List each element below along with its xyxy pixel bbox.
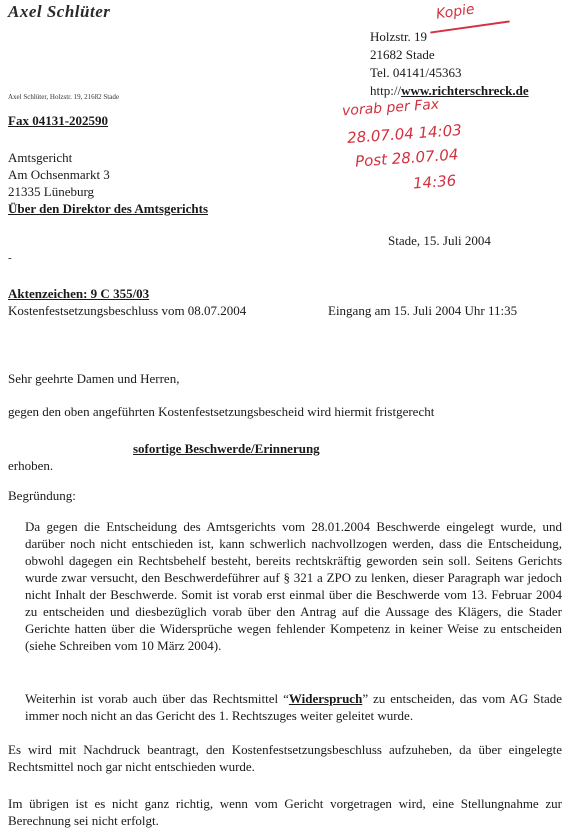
handwritten-note-post: Post 28.07.04 — [354, 145, 459, 171]
paragraph-2 — [25, 690, 562, 724]
return-address: Axel Schlüter, Holzstr. 19, 21682 Stade — [8, 93, 119, 101]
begruendung-heading: Begründung: — [8, 488, 76, 503]
recipient-line-2: Am Ochsenmarkt 3 — [8, 167, 110, 182]
sender-street: Holzstr. 19 — [370, 29, 428, 44]
letter-date: Stade, 15. Juli 2004 — [388, 233, 491, 248]
recipient-line-4: Über den Direktor des Amtsgerichts — [8, 201, 209, 216]
handwritten-note-vorab: vorab per Fax — [341, 96, 440, 120]
handwritten-kopie: Kopie — [435, 1, 476, 23]
dash-mark: - — [8, 252, 12, 264]
paragraph-2-after: ” zu entscheiden, das vom AG Stade immer noch nicht an das Gericht des 1. Rechtszuges weiter geleitet wurde. — [25, 691, 563, 723]
paragraph-2-before: Weiterhin ist vorab auch über das Rechtsmittel “ — [25, 691, 289, 706]
handwritten-note-fax-time: 28.07.04 14:03 — [346, 121, 463, 147]
sender-website[interactable] — [370, 82, 529, 100]
paragraph-1: Da gegen die Entscheidung des Amtsgerichts vom 28.01.2004 Beschwerde eingelegt wurde, und darüber noch nicht entschieden ist, kann schwerlich nachvollzogen werden, dass die Entscheidung, obwohl dagegen ein Rechtsbehelf besteht, bereits rechtskräftig geworden sein soll. Seitens Gerichts wurde zwar versucht, den Beschwerdeführer auf § 321 a ZPO zu lenken, dieser Paragraph war jedoch nicht Inhalt der Beschwerde. Somit ist vorab erst einmal über die Beschwerde vom 13. Februar 2004 zu entscheiden und diesbezüglich vorab über den Antrag auf die Aussage des Klägers, die Stader Gerichte hatten über die Widersprüche wegen fehlender Kompetenz in keiner Weise zu entscheiden (siehe Schreiben vom 10 März 2004). — [25, 519, 562, 653]
fax-number: Fax 04131-202590 — [8, 113, 109, 128]
sender-phone: Tel. 04141/45363 — [370, 65, 462, 80]
sender-name: Axel Schlüter — [8, 2, 111, 21]
sender-address-block — [370, 28, 529, 100]
paragraph-4: Im übrigen ist es nicht ganz richtig, wenn vom Gericht vorgetragen wird, eine Stellungnahme zur Berechnung sei nicht erfolgt. — [8, 796, 562, 828]
recipient-line-3: 21335 Lüneburg — [8, 184, 95, 199]
aktenzeichen: Aktenzeichen: 9 C 355/03 — [8, 286, 150, 301]
beschwerde-heading: sofortige Beschwerde/Erinnerung — [133, 441, 320, 456]
paragraph-3: Es wird mit Nachdruck beantragt, den Kostenfestsetzungsbeschluss aufzuheben, da über eingelegte Rechtsmittel noch gar nicht entschieden wurde. — [8, 742, 562, 774]
sender-url-prefix: http:// — [370, 83, 402, 98]
subject-line: Kostenfestsetzungsbeschluss vom 08.07.2004 — [8, 303, 247, 318]
sender-city: 21682 Stade — [370, 47, 435, 62]
recipient-line-1: Amtsgericht — [8, 150, 73, 165]
intro-sentence: gegen den oben angeführten Kostenfestsetzungsbescheid wird hiermit fristgerecht — [8, 404, 435, 419]
salutation: Sehr geehrte Damen und Herren, — [8, 371, 180, 386]
received-stamp: Eingang am 15. Juli 2004 Uhr 11:35 — [328, 303, 518, 318]
erhoben-text: erhoben. — [8, 458, 54, 473]
sender-url[interactable]: www.richterschreck.de — [401, 83, 529, 98]
paragraph-2-widerspruch: Widerspruch — [288, 691, 363, 706]
recipient-address — [8, 149, 208, 217]
handwritten-note-post-time: 14:36 — [412, 171, 457, 193]
